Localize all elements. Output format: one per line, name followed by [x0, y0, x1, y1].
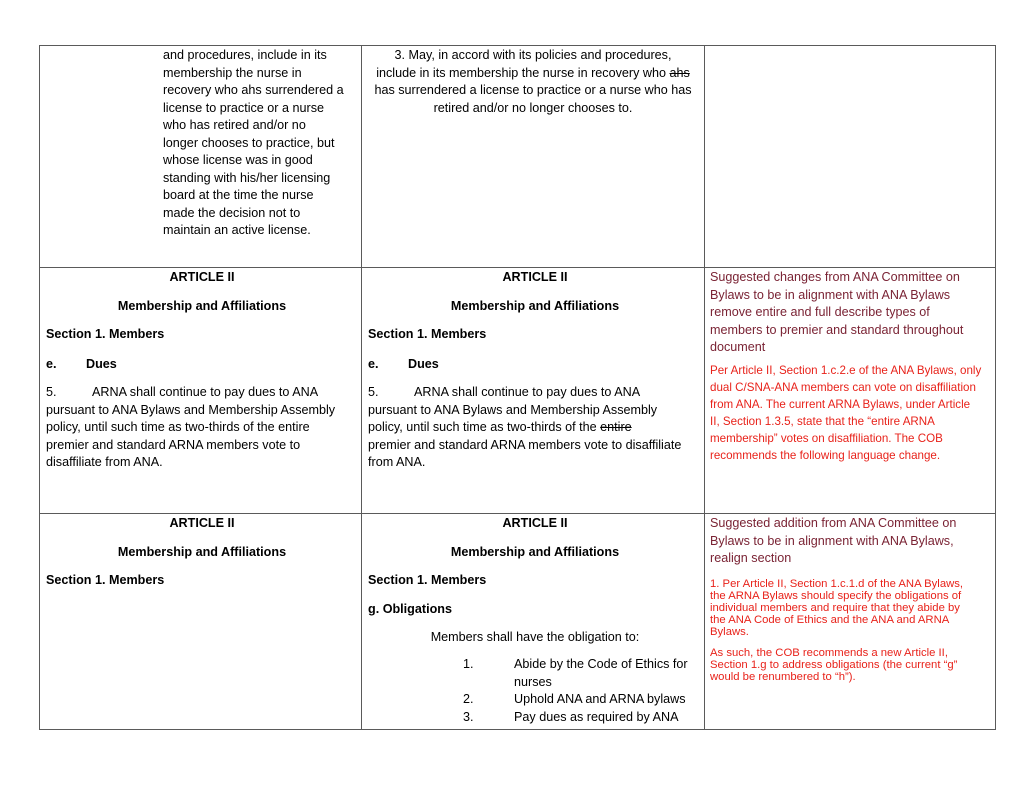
text-line: longer chooses to practice, but	[163, 135, 335, 150]
text-line: standing with his/her licensing	[163, 170, 331, 185]
column-divider-1	[361, 45, 362, 730]
text-line: realign section	[710, 551, 792, 565]
subsection-letter: e.	[46, 356, 57, 371]
bylaws-comparison-table	[39, 45, 996, 730]
text-line: made the decision not to	[163, 205, 301, 220]
row3-proposed-text	[368, 515, 702, 727]
section-heading: Membership and Affiliations	[450, 544, 620, 559]
text-line: 1. Per Article II, Section 1.c.1.d of the ANA Bylaws,	[710, 577, 964, 590]
text-line: recovery who ahs surrendered a	[163, 83, 344, 97]
list-number: 1.	[463, 657, 474, 671]
text-line: members to premier and standard throughout	[710, 322, 964, 337]
list-text: Pay dues as required by ANA	[514, 709, 679, 724]
text-line: Bylaws to be in alignment with ANA Bylaws,	[710, 533, 954, 548]
text-line: Suggested addition from ANA Committee on	[710, 516, 957, 530]
text-line: who has retired and/or no	[163, 118, 306, 132]
list-item	[463, 691, 698, 709]
section-title: Section 1. Members	[46, 327, 165, 341]
article-heading: ARTICLE II	[502, 270, 568, 284]
text-line: premier and standard ARNA members vote to disaffiliate	[368, 437, 682, 452]
subsection-title	[46, 356, 358, 374]
text-segment: ARNA shall continue to pay dues to ANA	[414, 385, 641, 399]
article-heading: ARTICLE II	[502, 516, 568, 530]
text-line: disaffiliate from ANA.	[46, 455, 163, 469]
cob-recommendation	[710, 647, 993, 683]
row-divider-1	[39, 267, 996, 268]
row2-comments	[710, 269, 993, 464]
text-line: pursuant to ANA Bylaws and Membership Assembly	[46, 402, 336, 417]
article-heading: ARTICLE II	[169, 270, 235, 284]
text-line: premier and standard ARNA members vote to	[46, 437, 301, 452]
committee-comment	[710, 269, 993, 357]
text-line: membership the nurse in	[163, 65, 302, 80]
list-item	[463, 709, 698, 727]
text-line	[368, 384, 702, 402]
paragraph	[368, 384, 702, 472]
text-line: board at the time the nurse	[163, 188, 314, 202]
subsection-letter: e.	[368, 356, 379, 371]
row1-current-text	[163, 47, 358, 240]
table-border-top	[39, 45, 996, 46]
text-line: from ANA.	[368, 455, 426, 469]
subsection-name: Dues	[408, 356, 439, 371]
struck-text: ahs	[669, 65, 690, 80]
table-border-left	[39, 45, 40, 730]
text-line: the ARNA Bylaws should specify the obligations of	[710, 589, 962, 602]
subsection-name: Dues	[86, 356, 117, 371]
text-line: from ANA. The current ARNA Bylaws, under Article	[710, 397, 971, 411]
section-title: Section 1. Members	[46, 573, 165, 587]
text-line: Suggested changes from ANA Committee on	[710, 270, 960, 284]
subsection-title	[368, 356, 702, 374]
text-line: document	[710, 340, 766, 354]
text-segment: ARNA shall continue to pay dues to ANA	[92, 385, 319, 399]
row-divider-2	[39, 513, 996, 514]
text-line: recommends the following language change.	[710, 448, 941, 462]
row2-current-text	[46, 269, 358, 472]
text-line: dual C/SNA-ANA members can vote on disaffiliation	[710, 380, 976, 394]
committee-comment	[710, 515, 993, 568]
text-line: maintain an active license.	[163, 223, 311, 237]
paragraph	[46, 384, 358, 472]
section-heading: Membership and Affiliations	[117, 544, 287, 559]
section-heading: Membership and Affiliations	[450, 298, 620, 313]
list-text: Uphold ANA and ARNA bylaws	[514, 692, 686, 706]
text-line: would be renumbered to “h”).	[710, 670, 856, 683]
section-title: Section 1. Members	[368, 573, 487, 587]
text-line: Bylaws.	[710, 625, 749, 638]
text-line: pursuant to ANA Bylaws and Membership Assembly	[368, 402, 658, 417]
text-line: and procedures, include in its	[163, 48, 327, 62]
list-number: 2.	[463, 692, 474, 706]
text-line: nurses	[514, 674, 552, 689]
text-segment: include in its membership the nurse in recovery who	[376, 65, 670, 80]
row3-comments	[710, 515, 993, 683]
list-item	[463, 656, 698, 691]
text-line: the ANA Code of Ethics and the ANA and ARNA	[710, 613, 950, 626]
column-divider-2	[704, 45, 705, 730]
text-line: Section 1.g to address obligations (the current “g”	[710, 658, 958, 671]
section-heading: Membership and Affiliations	[117, 298, 287, 313]
text-line: retired and/or no longer chooses to.	[433, 100, 633, 115]
table-border-right	[995, 45, 996, 730]
text-line: Per Article II, Section 1.c.2.e of the ANA Bylaws, only	[710, 363, 982, 377]
item-number: 5.	[368, 385, 379, 399]
text-line: remove entire and full describe types of	[710, 305, 930, 319]
text-line: 3. May, in accord with its policies and procedures,	[394, 48, 672, 62]
struck-text: entire	[600, 420, 632, 434]
list-text	[514, 656, 698, 691]
article-heading: ARTICLE II	[169, 516, 235, 530]
obligations-intro: Members shall have the obligation to:	[430, 630, 640, 644]
row1-proposed-text	[362, 47, 704, 117]
obligations-list	[463, 656, 698, 726]
table-border-bottom	[39, 729, 996, 730]
text-segment: policy, until such time as two-thirds of the	[368, 420, 601, 434]
section-title: Section 1. Members	[368, 327, 487, 341]
subsection-title: g. Obligations	[368, 601, 452, 616]
text-line: policy, until such time as two-thirds of the entire	[46, 420, 310, 434]
text-line: has surrendered a license to practice or a nurse who has	[374, 83, 692, 97]
cob-note	[710, 362, 993, 464]
text-line: Bylaws to be in alignment with ANA Bylaws	[710, 287, 951, 302]
cob-note	[710, 578, 993, 638]
text-line	[46, 384, 358, 402]
text-line: license to practice or a nurse	[163, 100, 325, 115]
text-line: whose license was in good	[163, 153, 313, 167]
text-line	[362, 65, 704, 83]
text-line: As such, the COB recommends a new Article II,	[710, 646, 948, 659]
text-line: Abide by the Code of Ethics for	[514, 657, 688, 671]
text-line: II, Section 1.3.5, state that the “entire ARNA	[710, 414, 935, 428]
row3-current-text	[46, 515, 358, 590]
list-number: 3.	[463, 709, 474, 724]
item-number: 5.	[46, 385, 57, 399]
text-line: individual members and require that they abide by	[710, 601, 960, 614]
row2-proposed-text	[368, 269, 702, 472]
text-line	[368, 419, 702, 437]
text-line: membership” votes on disaffiliation. The COB	[710, 431, 943, 445]
